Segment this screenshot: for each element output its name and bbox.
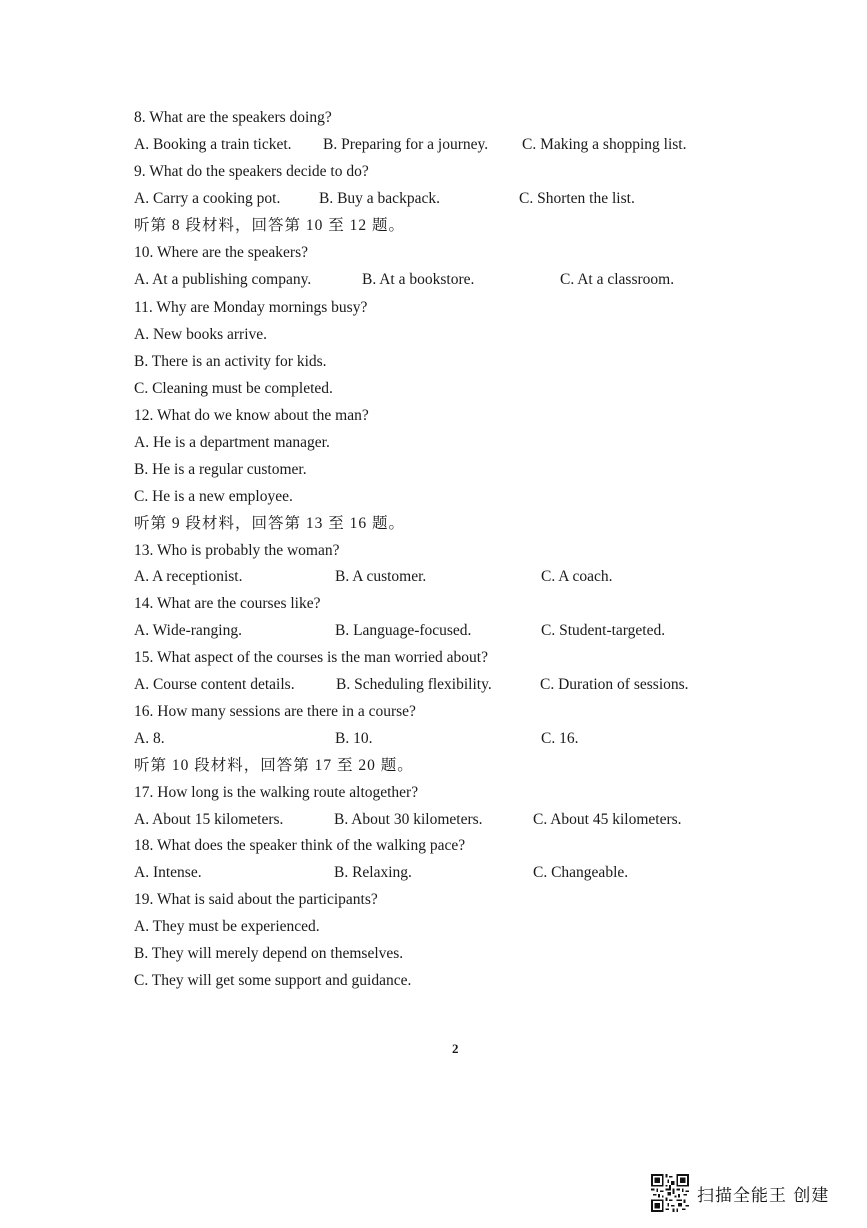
question-8-option-c: C. Making a shopping list. xyxy=(522,136,687,153)
question-15-option-b: B. Scheduling flexibility. xyxy=(336,676,492,693)
question-14-stem: 14. What are the courses like? xyxy=(134,595,321,612)
question-17-option-b: B. About 30 kilometers. xyxy=(334,811,483,828)
scanner-watermark xyxy=(651,1173,829,1213)
question-19-option-c: C. They will get some support and guidance. xyxy=(134,972,412,989)
question-10-option-b: B. At a bookstore. xyxy=(362,271,475,288)
question-11-option-c: C. Cleaning must be completed. xyxy=(134,380,333,397)
question-17-stem: 17. How long is the walking route altogether? xyxy=(134,784,419,801)
question-11-option-b: B. There is an activity for kids. xyxy=(134,353,327,370)
section-9-instruction: 听第 9 段材料，回答第 13 至 16 题。 xyxy=(134,515,406,532)
question-14-option-a: A. Wide-ranging. xyxy=(134,622,242,639)
question-9-option-b: B. Buy a backpack. xyxy=(319,190,440,207)
section-8-instruction: 听第 8 段材料，回答第 10 至 12 题。 xyxy=(134,217,406,234)
question-18-option-b: B. Relaxing. xyxy=(334,864,412,881)
question-16-option-c: C. 16. xyxy=(541,730,579,747)
question-13-stem: 13. Who is probably the woman? xyxy=(134,542,340,559)
question-18-stem: 18. What does the speaker think of the walking pace? xyxy=(134,837,466,854)
question-14-option-c: C. Student-targeted. xyxy=(541,622,666,639)
qr-code-icon xyxy=(651,1174,689,1212)
question-19-option-a: A. They must be experienced. xyxy=(134,918,320,935)
scanner-brand-text: 扫描全能王 创建 xyxy=(697,1185,830,1206)
question-10-option-a: A. At a publishing company. xyxy=(134,271,312,288)
question-15-option-c: C. Duration of sessions. xyxy=(540,676,689,693)
question-16-option-b: B. 10. xyxy=(335,730,373,747)
question-15-option-a: A. Course content details. xyxy=(134,676,295,693)
question-16-stem: 16. How many sessions are there in a course? xyxy=(134,703,416,720)
question-19-stem: 19. What is said about the participants? xyxy=(134,891,378,908)
question-17-option-c: C. About 45 kilometers. xyxy=(533,811,682,828)
question-13-option-b: B. A customer. xyxy=(335,568,427,585)
question-14-option-b: B. Language-focused. xyxy=(335,622,472,639)
question-12-option-c: C. He is a new employee. xyxy=(134,488,293,505)
question-13-option-a: A. A receptionist. xyxy=(134,568,243,585)
question-15-stem: 15. What aspect of the courses is the man worried about? xyxy=(134,649,488,666)
question-17-option-a: A. About 15 kilometers. xyxy=(134,811,284,828)
question-9-option-a: A. Carry a cooking pot. xyxy=(134,190,281,207)
question-11-option-a: A. New books arrive. xyxy=(134,326,268,343)
question-10-option-c: C. At a classroom. xyxy=(560,271,675,288)
question-12-option-b: B. He is a regular customer. xyxy=(134,461,307,478)
question-9-option-c: C. Shorten the list. xyxy=(519,190,635,207)
question-19-option-b: B. They will merely depend on themselves. xyxy=(134,945,404,962)
question-10-stem: 10. Where are the speakers? xyxy=(134,244,308,261)
section-10-instruction: 听第 10 段材料，回答第 17 至 20 题。 xyxy=(134,757,414,774)
question-16-option-a: A. 8. xyxy=(134,730,165,747)
question-12-stem: 12. What do we know about the man? xyxy=(134,407,369,424)
question-13-option-c: C. A coach. xyxy=(541,568,613,585)
question-8-option-a: A. Booking a train ticket. xyxy=(134,136,292,153)
question-18-option-a: A. Intense. xyxy=(134,864,202,881)
question-8-option-b: B. Preparing for a journey. xyxy=(323,136,489,153)
question-9-stem: 9. What do the speakers decide to do? xyxy=(134,163,369,180)
page-number: 2 xyxy=(452,1041,459,1056)
question-11-stem: 11. Why are Monday mornings busy? xyxy=(134,299,368,316)
question-18-option-c: C. Changeable. xyxy=(533,864,629,881)
question-8-stem: 8. What are the speakers doing? xyxy=(134,109,332,126)
question-12-option-a: A. He is a department manager. xyxy=(134,434,330,451)
